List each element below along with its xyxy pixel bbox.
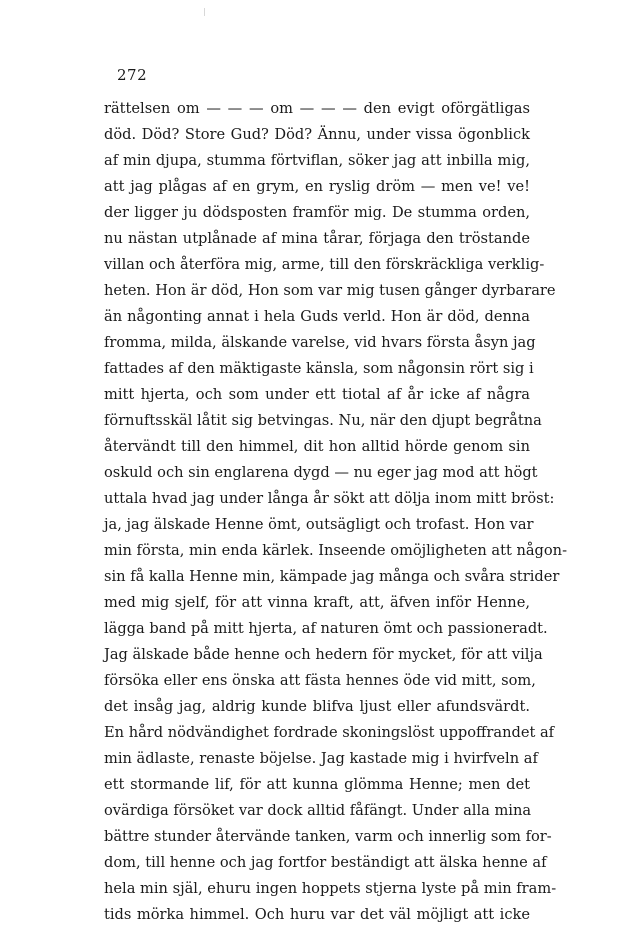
page-number: 272 [117, 66, 148, 84]
text-line: oskuld och sin englarena dygd — nu eger jag mod att högt [104, 464, 538, 481]
text-line: min första, min enda kärlek. Inseende omöjligheten att någon- [104, 542, 568, 559]
text-line: fattades af den mäktigaste känsla, som någonsin rört sig i [104, 360, 534, 377]
text-line: villan och återföra mig, arme, till den förskräckliga verklig- [104, 256, 545, 273]
text-line: ja, jag älskade Henne ömt, outsägligt och trofast. Hon var [104, 516, 534, 533]
text-line: hela min själ, ehuru ingen hoppets stjerna lyste på min fram- [104, 880, 557, 897]
text-line: förnuftsskäl låtit sig betvingas. Nu, när den djupt begråtna [104, 412, 542, 429]
text-line: min ädlaste, renaste böjelse. Jag kastade mig i hvirfveln af [104, 750, 538, 767]
text-line: bättre stunder återvände tanken, varm och innerlig som for- [104, 828, 552, 845]
text-line: heten. Hon är död, Hon som var mig tusen gånger dyrbarare [104, 282, 556, 299]
text-line: återvändt till den himmel, dit hon alltid hörde genom sin [104, 438, 530, 455]
body-text [104, 96, 568, 928]
scan-mark [204, 8, 205, 16]
text-line: dom, till henne och jag fortfor beständigt att älska henne af [104, 854, 547, 871]
text-line: ovärdiga försöket var dock alltid fåfängt. Under alla mina [104, 802, 532, 819]
text-line: att jag plågas af en grym, en ryslig dröm — men ve! ve! [104, 178, 530, 195]
text-line: der ligger ju dödsposten framför mig. De stumma orden, [104, 204, 530, 221]
text-line: En hård nödvändighet fordrade skoningslöst uppoffrandet af [104, 724, 555, 741]
text-line: af min djupa, stumma förtviflan, söker jag att inbilla mig, [104, 152, 530, 169]
text-line: tids mörka himmel. Och huru var det väl möjligt att icke [104, 906, 530, 923]
text-line: lägga band på mitt hjerta, af naturen ömt och passioneradt. [104, 620, 548, 637]
text-line: uttala hvad jag under långa år sökt att dölja inom mitt bröst: [104, 490, 555, 507]
text-line: fromma, milda, älskande varelse, vid hvars första åsyn jag [104, 334, 536, 351]
text-line: nu nästan utplånade af mina tårar, förjaga den tröstande [104, 230, 530, 247]
text-line: med mig sjelf, för att vinna kraft, att, äfven inför Henne, [104, 594, 530, 611]
text-line: död. Död? Store Gud? Död? Ännu, under vissa ögonblick [104, 126, 530, 143]
text-line: mitt hjerta, och som under ett tiotal af år icke af några [104, 386, 530, 403]
text-line: Jag älskade både henne och hedern för mycket, för att vilja [104, 646, 543, 663]
text-line: det insåg jag, aldrig kunde blifva ljust eller afundsvärdt. [104, 698, 530, 715]
text-line: försöka eller ens önska att fästa hennes öde vid mitt, som, [104, 672, 536, 689]
text-line: rättelsen om — — — om — — — den evigt oförgätligas [104, 100, 530, 117]
text-line: än någonting annat i hela Guds verld. Hon är död, denna [104, 308, 530, 325]
text-line: sin få kalla Henne min, kämpade jag många och svåra strider [104, 568, 560, 585]
text-line: ett stormande lif, för att kunna glömma Henne; men det [104, 776, 530, 793]
